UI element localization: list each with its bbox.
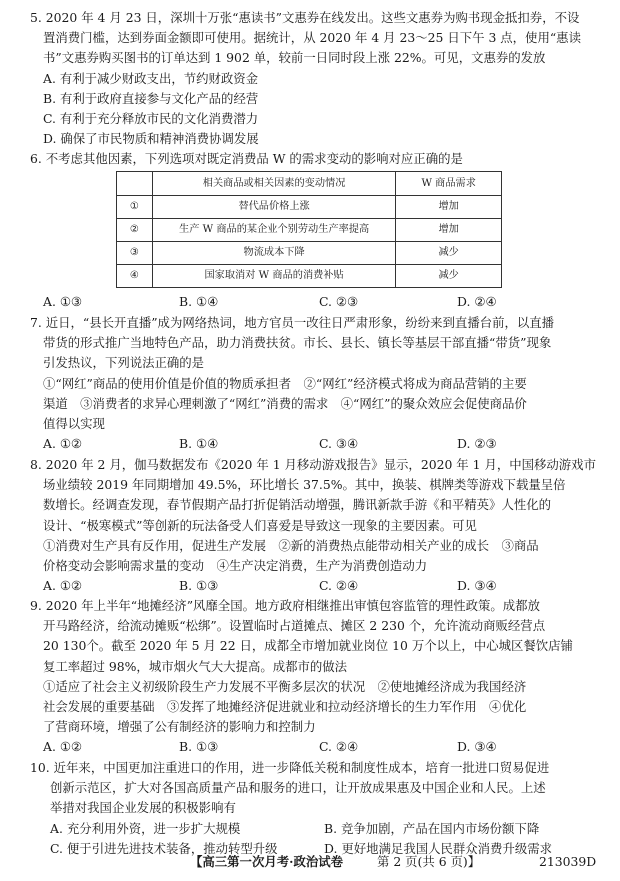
question-7-stem-line: 引发热议，下列说法正确的是 xyxy=(43,355,205,371)
footer-exam-title: 【高三第一次月考·政治试卷 xyxy=(190,854,344,869)
question-6-option-a: A. ①③ xyxy=(43,294,83,309)
table-row xyxy=(117,265,502,288)
question-5 xyxy=(30,8,598,149)
table-cell-number: ③ xyxy=(117,242,153,265)
demand-change-table xyxy=(116,171,502,288)
question-7-option-row xyxy=(30,434,598,454)
question-5-option-d: D. 确保了市民物质和精神消费协调发展 xyxy=(43,131,259,147)
table-row xyxy=(117,242,502,265)
table-cell-demand: 增加 xyxy=(396,196,502,219)
table-cell-number: ① xyxy=(117,196,153,219)
question-7-stem-line: 7. 近日，“县长开直播”成为网络热词，地方官员一改往日严肃形象，纷纷来到直播台前，以直播 xyxy=(30,315,555,330)
question-6 xyxy=(30,149,598,169)
question-8-stem-line: 8. 2020 年 2 月，伽马数据发布《2020 年 1 月移动游戏报告》显示，2020 年 1 月，中国移动游戏市 xyxy=(30,457,596,472)
question-9-statement-line: 社会发展的重要基础 ③发挥了地摊经济促进就业和拉动经济增长的生力军作用 ④优化 xyxy=(43,698,527,714)
question-8-stem-line: 设计、“极寒模式”等创新的玩法备受人们喜爱是导致这一现象的主要因素。可见 xyxy=(43,517,477,533)
table-cell-factor: 生产 W 商品的某企业个别劳动生产率提高 xyxy=(152,219,396,242)
question-8-option-b: B. ①③ xyxy=(179,578,219,594)
question-6-option-d: D. ②④ xyxy=(457,294,497,309)
question-5-option-c: C. 有利于充分释放市民的文化消费潜力 xyxy=(43,110,259,126)
question-5-stem-line: 5. 2020 年 4 月 23 日，深圳十万张“惠读书”文惠券在线发出。这些文惠券为购书现金抵扣券，不设 xyxy=(30,10,580,25)
table-header-cell: W 商品需求 xyxy=(396,172,502,196)
question-7-statement-line: 值得以实现 xyxy=(43,415,105,431)
question-8-statement-line: ①消费对生产具有反作用，促进生产发展 ②新的消费热点能带动相关产业的成长 ③商品 xyxy=(43,537,539,553)
question-5-stem-line: 置消费门槛，达到券面金额即可使用。据统计，从 2020 年 4 月 23～25 日下午 3 点，使用“惠读 xyxy=(43,30,581,46)
question-10-stem-line: 创新示范区，扩大对各国高质量产品和服务的进口，让开放成果惠及中国企业和人民。上述 xyxy=(50,780,546,796)
table-header-cell: 相关商品或相关因素的变动情况 xyxy=(152,172,396,196)
question-10-option-c: C. 便于引进先进技术装备，推动转型升级 xyxy=(50,840,278,856)
question-7-option-a: A. ①② xyxy=(43,436,83,452)
table-cell-factor: 替代品价格上涨 xyxy=(152,196,396,219)
question-9-statement-line: ①适应了社会主义初级阶段生产力发展不平衡多层次的状况 ②使地摊经济成为我国经济 xyxy=(43,678,527,694)
question-7-stem-line: 带货的形式推广当地特色产品，助力消费扶贫。市长、县长、镇长等基层干部直播“带货”现象 xyxy=(43,335,552,351)
question-10-stem-line: 10. 近年来，中国更加注重进口的作用，进一步降低关税和制度性成本，培育一批进口贸易促进 xyxy=(30,760,550,775)
question-9-option-row xyxy=(30,737,598,757)
question-9-stem-line: 开马路经济，给流动摊贩“松绑”。设置临时占道摊点、摊区 2 230 个，允许流动商贩经营点 xyxy=(43,618,546,634)
question-10-option-row xyxy=(30,819,598,839)
table-cell-number: ④ xyxy=(117,265,153,288)
question-8-stem-line: 数增长。经调查发现，春节假期产品打折促销活动增强，腾讯新款手游《和平精英》人性化的 xyxy=(43,497,552,513)
table-cell-demand: 减少 xyxy=(396,242,502,265)
question-8-option-row xyxy=(30,576,598,596)
question-8-option-c: C. ②④ xyxy=(319,578,359,594)
question-10-option-d: D. 更好地满足我国人民群众消费升级需求 xyxy=(324,840,553,856)
question-8-statement-line: 价格变动会影响需求量的变动 ④生产决定消费，生产为消费创造动力 xyxy=(43,557,428,573)
footer-page-number: 第 2 页(共 6 页)】 xyxy=(377,854,481,869)
table-cell-factor: 物流成本下降 xyxy=(152,242,396,265)
question-7 xyxy=(30,313,598,454)
table-header-cell xyxy=(117,172,153,196)
question-6-option-b: B. ①④ xyxy=(179,294,219,309)
question-6-option-c: C. ②③ xyxy=(319,294,359,309)
question-9-statement-line: 了营商环境，增强了公有制经济的影响力和控制力 xyxy=(43,719,316,735)
table-row xyxy=(117,196,502,219)
footer-paper-code: 213039D xyxy=(539,854,597,869)
question-5-option-a: A. 有利于减少财政支出，节约财政资金 xyxy=(43,70,259,86)
question-6-options xyxy=(30,292,598,312)
question-7-option-b: B. ①④ xyxy=(179,436,219,452)
question-8-option-d: D. ③④ xyxy=(457,578,497,594)
question-9-option-b: B. ①③ xyxy=(179,739,219,755)
question-9-option-d: D. ③④ xyxy=(457,739,497,755)
question-8-option-a: A. ①② xyxy=(43,578,83,594)
question-10-option-a: A. 充分利用外资，进一步扩大规模 xyxy=(50,820,241,836)
question-5-option-b: B. 有利于政府直接参与文化产品的经营 xyxy=(43,90,259,106)
question-5-stem-line: 书”文惠券购买图书的订单达到 1 902 单，较前一日同时段上涨 22%。可见，文惠券的发放 xyxy=(43,50,546,66)
question-9-stem-line: 20 130个。截至 2020 年 5 月 22 日，成都全市增加就业岗位 10 万个以上，中心城区餐饮店铺 xyxy=(43,638,573,654)
question-9 xyxy=(30,596,598,758)
table-cell-demand: 增加 xyxy=(396,219,502,242)
question-6-option-row xyxy=(30,292,598,312)
table-header-row xyxy=(117,172,502,196)
question-8 xyxy=(30,455,598,596)
question-7-option-d: D. ②③ xyxy=(457,436,497,452)
question-6-stem: 6. 不考虑其他因素，下列选项对既定消费品 W 的需求变动的影响对应正确的是 xyxy=(30,151,463,166)
question-8-stem-line: 场业绩较 2019 年同期增加 49.5%，环比增长 37.5%。其中，换装、棋牌类等游戏下载量呈倍 xyxy=(43,477,566,493)
question-9-option-a: A. ①② xyxy=(43,739,83,755)
question-10-stem-line: 举措对我国企业发展的积极影响有 xyxy=(50,800,236,816)
question-7-statement-line: ①“网红”商品的使用价值是价值的物质承担者 ②“网红”经济模式将成为商品营销的主要 xyxy=(43,375,527,391)
question-7-option-c: C. ③④ xyxy=(319,436,359,452)
page-footer xyxy=(0,851,620,873)
question-9-option-c: C. ②④ xyxy=(319,739,359,755)
question-10 xyxy=(30,758,598,859)
question-10-option-b: B. 竞争加剧，产品在国内市场份额下降 xyxy=(324,820,540,836)
question-9-stem-line: 9. 2020 年上半年“地摊经济”风靡全国。地方政府相继推出审慎包容监管的理性政策。成都放 xyxy=(30,598,540,613)
question-7-statement-line: 渠道 ③消费者的求异心理刺激了“网红”消费的需求 ④“网红”的聚众效应会促使商品价 xyxy=(43,395,527,411)
question-9-stem-line: 复工率超过 98%，城市烟火气大大提高。成都市的做法 xyxy=(43,658,348,674)
table-cell-demand: 减少 xyxy=(396,265,502,288)
table-cell-number: ② xyxy=(117,219,153,242)
table-cell-factor: 国家取消对 W 商品的消费补贴 xyxy=(152,265,396,288)
table-row xyxy=(117,219,502,242)
